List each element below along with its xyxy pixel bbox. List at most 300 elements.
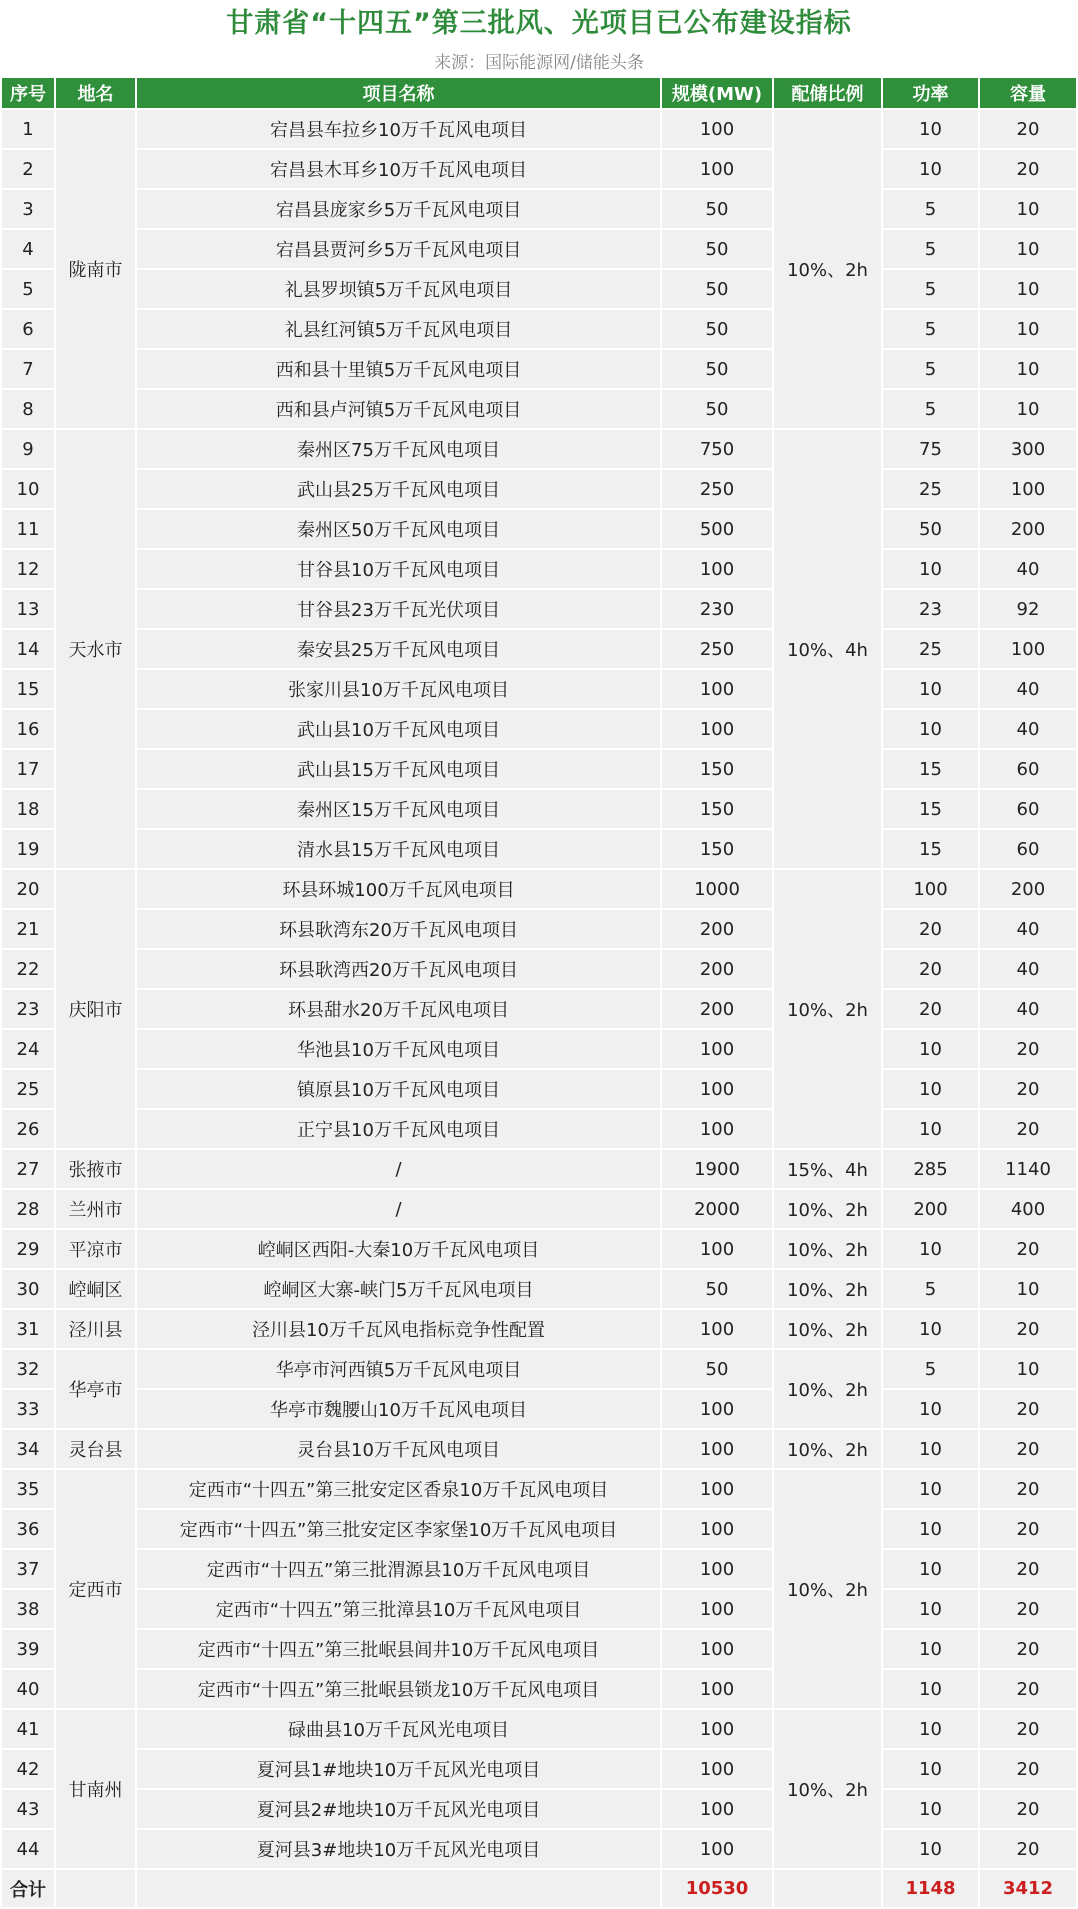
project-name-cell: 张家川县10万千瓦风电项目 — [137, 670, 660, 710]
capacity-cell: 60 — [980, 790, 1076, 830]
capacity-cell: 40 — [980, 710, 1076, 750]
power-cell: 5 — [883, 190, 978, 230]
header-scale: 规模(MW) — [662, 78, 772, 110]
row-number: 40 — [2, 1670, 54, 1710]
page-title: 甘肃省“十四五”第三批风、光项目已公布建设指标 — [226, 8, 852, 39]
power-cell: 10 — [883, 1590, 978, 1630]
scale-cell: 100 — [662, 1030, 772, 1070]
power-cell: 200 — [883, 1190, 978, 1230]
capacity-cell: 300 — [980, 430, 1076, 470]
scale-cell: 100 — [662, 1230, 772, 1270]
table-row — [2, 350, 1076, 390]
scale-cell: 100 — [662, 1070, 772, 1110]
table-row — [2, 1110, 1076, 1150]
project-name-cell: 武山县15万千瓦风电项目 — [137, 750, 660, 790]
scale-cell: 150 — [662, 830, 772, 870]
scale-cell: 100 — [662, 1750, 772, 1790]
table-row — [2, 1590, 1076, 1630]
project-name-cell: 礼县罗坝镇5万千瓦风电项目 — [137, 270, 660, 310]
storage-ratio-cell: 10%、2h — [774, 1190, 881, 1230]
capacity-cell: 20 — [980, 1070, 1076, 1110]
scale-cell: 50 — [662, 350, 772, 390]
scale-cell: 150 — [662, 750, 772, 790]
header-power: 功率 — [883, 78, 978, 110]
total-name-empty — [137, 1870, 660, 1909]
table-row — [2, 790, 1076, 830]
capacity-cell: 60 — [980, 830, 1076, 870]
power-cell: 10 — [883, 1710, 978, 1750]
scale-cell: 100 — [662, 1790, 772, 1830]
scale-cell: 100 — [662, 1590, 772, 1630]
row-number: 10 — [2, 470, 54, 510]
capacity-cell: 10 — [980, 230, 1076, 270]
project-name-cell: 环县环城100万千瓦风电项目 — [137, 870, 660, 910]
project-name-cell: 定西市“十四五”第三批岷县闾井10万千瓦风电项目 — [137, 1630, 660, 1670]
power-cell: 10 — [883, 1030, 978, 1070]
row-number: 1 — [2, 110, 54, 150]
table-row — [2, 470, 1076, 510]
scale-cell: 230 — [662, 590, 772, 630]
power-cell: 10 — [883, 110, 978, 150]
capacity-cell: 200 — [980, 510, 1076, 550]
power-cell: 20 — [883, 950, 978, 990]
scale-cell: 2000 — [662, 1190, 772, 1230]
storage-ratio-cell: 10%、2h — [774, 870, 881, 1150]
row-number: 17 — [2, 750, 54, 790]
power-cell: 10 — [883, 1230, 978, 1270]
power-cell: 25 — [883, 470, 978, 510]
project-name-cell: 崆峒区大寨-峡门5万千瓦风电项目 — [137, 1270, 660, 1310]
table-row — [2, 1470, 1076, 1510]
capacity-cell: 20 — [980, 1670, 1076, 1710]
project-name-cell: 秦安县25万千瓦风电项目 — [137, 630, 660, 670]
power-cell: 10 — [883, 1390, 978, 1430]
scale-cell: 100 — [662, 1110, 772, 1150]
row-number: 4 — [2, 230, 54, 270]
place-cell: 华亭市 — [56, 1350, 135, 1430]
capacity-cell: 400 — [980, 1190, 1076, 1230]
table-row — [2, 910, 1076, 950]
project-name-cell: 定西市“十四五”第三批安定区李家堡10万千瓦风电项目 — [137, 1510, 660, 1550]
power-cell: 10 — [883, 1750, 978, 1790]
power-cell: 5 — [883, 270, 978, 310]
place-cell: 庆阳市 — [56, 870, 135, 1150]
project-name-cell: 定西市“十四五”第三批渭源县10万千瓦风电项目 — [137, 1550, 660, 1590]
row-number: 43 — [2, 1790, 54, 1830]
project-name-cell: 清水县15万千瓦风电项目 — [137, 830, 660, 870]
row-number: 12 — [2, 550, 54, 590]
table-row — [2, 1430, 1076, 1470]
row-number: 5 — [2, 270, 54, 310]
row-number: 15 — [2, 670, 54, 710]
table-row — [2, 1830, 1076, 1870]
table-row — [2, 1070, 1076, 1110]
scale-cell: 250 — [662, 470, 772, 510]
capacity-cell: 10 — [980, 270, 1076, 310]
header-no: 序号 — [2, 78, 54, 110]
table-row — [2, 1550, 1076, 1590]
power-cell: 10 — [883, 1070, 978, 1110]
scale-cell: 200 — [662, 950, 772, 990]
project-name-cell: 环县甜水20万千瓦风电项目 — [137, 990, 660, 1030]
table-body — [2, 110, 1076, 1870]
table-row — [2, 1790, 1076, 1830]
row-number: 2 — [2, 150, 54, 190]
capacity-cell: 10 — [980, 350, 1076, 390]
project-name-cell: 定西市“十四五”第三批岷县锁龙10万千瓦风电项目 — [137, 1670, 660, 1710]
capacity-cell: 20 — [980, 1790, 1076, 1830]
row-number: 30 — [2, 1270, 54, 1310]
scale-cell: 100 — [662, 1470, 772, 1510]
table-row — [2, 1150, 1076, 1190]
capacity-cell: 20 — [980, 1230, 1076, 1270]
total-row — [2, 1870, 1076, 1909]
capacity-cell: 20 — [980, 1470, 1076, 1510]
place-cell: 崆峒区 — [56, 1270, 135, 1310]
table-row — [2, 150, 1076, 190]
row-number: 41 — [2, 1710, 54, 1750]
table-row — [2, 870, 1076, 910]
project-table — [0, 78, 1078, 1909]
capacity-cell: 20 — [980, 1110, 1076, 1150]
table-row — [2, 270, 1076, 310]
row-number: 36 — [2, 1510, 54, 1550]
source-caption: 来源：国际能源网/储能头条 — [434, 53, 644, 73]
row-number: 35 — [2, 1470, 54, 1510]
capacity-cell: 40 — [980, 910, 1076, 950]
power-cell: 10 — [883, 1790, 978, 1830]
capacity-cell: 20 — [980, 1590, 1076, 1630]
scale-cell: 100 — [662, 1710, 772, 1750]
power-cell: 10 — [883, 1550, 978, 1590]
project-name-cell: 华亭市河西镇5万千瓦风电项目 — [137, 1350, 660, 1390]
power-cell: 10 — [883, 1470, 978, 1510]
header-storage-ratio: 配储比例 — [774, 78, 881, 110]
capacity-cell: 100 — [980, 470, 1076, 510]
scale-cell: 100 — [662, 1550, 772, 1590]
power-cell: 23 — [883, 590, 978, 630]
row-number: 22 — [2, 950, 54, 990]
project-name-cell: 灵台县10万千瓦风电项目 — [137, 1430, 660, 1470]
power-cell: 15 — [883, 790, 978, 830]
power-cell: 10 — [883, 1430, 978, 1470]
row-number: 21 — [2, 910, 54, 950]
row-number: 26 — [2, 1110, 54, 1150]
place-cell: 定西市 — [56, 1470, 135, 1710]
row-number: 42 — [2, 1750, 54, 1790]
row-number: 7 — [2, 350, 54, 390]
total-scale: 10530 — [662, 1870, 772, 1909]
capacity-cell: 20 — [980, 1310, 1076, 1350]
capacity-cell: 20 — [980, 1430, 1076, 1470]
storage-ratio-cell: 10%、2h — [774, 1470, 881, 1710]
power-cell: 25 — [883, 630, 978, 670]
capacity-cell: 40 — [980, 950, 1076, 990]
row-number: 14 — [2, 630, 54, 670]
power-cell: 100 — [883, 870, 978, 910]
table-row — [2, 990, 1076, 1030]
header-row — [2, 78, 1076, 110]
capacity-cell: 10 — [980, 190, 1076, 230]
table-row — [2, 1190, 1076, 1230]
project-name-cell: 西和县十里镇5万千瓦风电项目 — [137, 350, 660, 390]
row-number: 13 — [2, 590, 54, 630]
scale-cell: 100 — [662, 710, 772, 750]
power-cell: 10 — [883, 1310, 978, 1350]
capacity-cell: 40 — [980, 550, 1076, 590]
capacity-cell: 1140 — [980, 1150, 1076, 1190]
table-row — [2, 950, 1076, 990]
row-number: 39 — [2, 1630, 54, 1670]
power-cell: 20 — [883, 990, 978, 1030]
scale-cell: 750 — [662, 430, 772, 470]
capacity-cell: 10 — [980, 390, 1076, 430]
table-row — [2, 510, 1076, 550]
table-row — [2, 1750, 1076, 1790]
total-place-empty — [56, 1870, 135, 1909]
capacity-cell: 10 — [980, 1350, 1076, 1390]
capacity-cell: 20 — [980, 1390, 1076, 1430]
power-cell: 5 — [883, 230, 978, 270]
table-row — [2, 1630, 1076, 1670]
table-row — [2, 230, 1076, 270]
power-cell: 10 — [883, 670, 978, 710]
power-cell: 10 — [883, 150, 978, 190]
place-cell: 张掖市 — [56, 1150, 135, 1190]
power-cell: 5 — [883, 1350, 978, 1390]
table-row — [2, 1230, 1076, 1270]
row-number: 6 — [2, 310, 54, 350]
place-cell: 平凉市 — [56, 1230, 135, 1270]
row-number: 38 — [2, 1590, 54, 1630]
scale-cell: 50 — [662, 230, 772, 270]
power-cell: 50 — [883, 510, 978, 550]
capacity-cell: 20 — [980, 1510, 1076, 1550]
row-number: 34 — [2, 1430, 54, 1470]
storage-ratio-cell: 10%、4h — [774, 430, 881, 870]
project-name-cell: 宕昌县木耳乡10万千瓦风电项目 — [137, 150, 660, 190]
row-number: 3 — [2, 190, 54, 230]
power-cell: 5 — [883, 1270, 978, 1310]
scale-cell: 500 — [662, 510, 772, 550]
capacity-cell: 20 — [980, 1630, 1076, 1670]
capacity-cell: 20 — [980, 1030, 1076, 1070]
capacity-cell: 10 — [980, 310, 1076, 350]
row-number: 20 — [2, 870, 54, 910]
project-name-cell: 西和县卢河镇5万千瓦风电项目 — [137, 390, 660, 430]
capacity-cell: 60 — [980, 750, 1076, 790]
power-cell: 20 — [883, 910, 978, 950]
place-cell: 天水市 — [56, 430, 135, 870]
total-label: 合计 — [2, 1870, 54, 1909]
scale-cell: 100 — [662, 550, 772, 590]
header-place: 地名 — [56, 78, 135, 110]
project-name-cell: 宕昌县庞家乡5万千瓦风电项目 — [137, 190, 660, 230]
table-row — [2, 1670, 1076, 1710]
row-number: 31 — [2, 1310, 54, 1350]
capacity-cell: 10 — [980, 1270, 1076, 1310]
power-cell: 10 — [883, 1630, 978, 1670]
table-row — [2, 190, 1076, 230]
power-cell: 5 — [883, 350, 978, 390]
table-row — [2, 1270, 1076, 1310]
capacity-cell: 200 — [980, 870, 1076, 910]
table-row — [2, 550, 1076, 590]
project-name-cell: 华亭市魏腰山10万千瓦风电项目 — [137, 1390, 660, 1430]
table-row — [2, 670, 1076, 710]
scale-cell: 200 — [662, 990, 772, 1030]
table-row — [2, 1350, 1076, 1390]
power-cell: 10 — [883, 1110, 978, 1150]
header-project-name: 项目名称 — [137, 78, 660, 110]
scale-cell: 50 — [662, 1350, 772, 1390]
total-ratio-empty — [774, 1870, 881, 1909]
power-cell: 10 — [883, 710, 978, 750]
project-name-cell: 定西市“十四五”第三批漳县10万千瓦风电项目 — [137, 1590, 660, 1630]
power-cell: 10 — [883, 1510, 978, 1550]
header-capacity: 容量 — [980, 78, 1076, 110]
power-cell: 15 — [883, 830, 978, 870]
row-number: 33 — [2, 1390, 54, 1430]
project-name-cell: 武山县25万千瓦风电项目 — [137, 470, 660, 510]
capacity-cell: 40 — [980, 670, 1076, 710]
scale-cell: 100 — [662, 1510, 772, 1550]
table-row — [2, 1030, 1076, 1070]
scale-cell: 1900 — [662, 1150, 772, 1190]
power-cell: 285 — [883, 1150, 978, 1190]
place-cell: 灵台县 — [56, 1430, 135, 1470]
storage-ratio-cell: 10%、2h — [774, 1430, 881, 1470]
place-cell: 泾川县 — [56, 1310, 135, 1350]
power-cell: 15 — [883, 750, 978, 790]
table-row — [2, 710, 1076, 750]
storage-ratio-cell: 10%、2h — [774, 1270, 881, 1310]
row-number: 27 — [2, 1150, 54, 1190]
project-name-cell: 崆峒区西阳-大秦10万千瓦风电项目 — [137, 1230, 660, 1270]
project-name-cell: / — [137, 1190, 660, 1230]
scale-cell: 100 — [662, 670, 772, 710]
scale-cell: 50 — [662, 310, 772, 350]
row-number: 28 — [2, 1190, 54, 1230]
power-cell: 75 — [883, 430, 978, 470]
table-row — [2, 430, 1076, 470]
capacity-cell: 20 — [980, 150, 1076, 190]
table-row — [2, 1510, 1076, 1550]
table-row — [2, 830, 1076, 870]
scale-cell: 100 — [662, 110, 772, 150]
row-number: 16 — [2, 710, 54, 750]
project-name-cell: / — [137, 1150, 660, 1190]
place-cell: 甘南州 — [56, 1710, 135, 1870]
row-number: 9 — [2, 430, 54, 470]
place-cell: 兰州市 — [56, 1190, 135, 1230]
row-number: 24 — [2, 1030, 54, 1070]
scale-cell: 100 — [662, 1630, 772, 1670]
total-power: 1148 — [883, 1870, 978, 1909]
place-cell: 陇南市 — [56, 110, 135, 430]
scale-cell: 50 — [662, 190, 772, 230]
storage-ratio-cell: 10%、2h — [774, 110, 881, 430]
project-name-cell: 定西市“十四五”第三批安定区香泉10万千瓦风电项目 — [137, 1470, 660, 1510]
scale-cell: 100 — [662, 1310, 772, 1350]
scale-cell: 50 — [662, 1270, 772, 1310]
project-name-cell: 武山县10万千瓦风电项目 — [137, 710, 660, 750]
table-row — [2, 1310, 1076, 1350]
project-name-cell: 环县耿湾西20万千瓦风电项目 — [137, 950, 660, 990]
table-row — [2, 1390, 1076, 1430]
row-number: 18 — [2, 790, 54, 830]
project-name-cell: 宕昌县贾河乡5万千瓦风电项目 — [137, 230, 660, 270]
project-name-cell: 环县耿湾东20万千瓦风电项目 — [137, 910, 660, 950]
table-row — [2, 750, 1076, 790]
row-number: 11 — [2, 510, 54, 550]
project-name-cell: 夏河县2#地块10万千瓦风光电项目 — [137, 1790, 660, 1830]
power-cell: 10 — [883, 1670, 978, 1710]
project-name-cell: 碌曲县10万千瓦风光电项目 — [137, 1710, 660, 1750]
project-name-cell: 甘谷县10万千瓦风电项目 — [137, 550, 660, 590]
project-name-cell: 秦州区75万千瓦风电项目 — [137, 430, 660, 470]
row-number: 23 — [2, 990, 54, 1030]
row-number: 19 — [2, 830, 54, 870]
capacity-cell: 20 — [980, 1830, 1076, 1870]
row-number: 29 — [2, 1230, 54, 1270]
scale-cell: 100 — [662, 1670, 772, 1710]
table-row — [2, 630, 1076, 670]
scale-cell: 200 — [662, 910, 772, 950]
scale-cell: 100 — [662, 1430, 772, 1470]
table-row — [2, 590, 1076, 630]
project-name-cell: 泾川县10万千瓦风电指标竞争性配置 — [137, 1310, 660, 1350]
power-cell: 5 — [883, 310, 978, 350]
row-number: 44 — [2, 1830, 54, 1870]
scale-cell: 100 — [662, 1830, 772, 1870]
capacity-cell: 20 — [980, 1550, 1076, 1590]
capacity-cell: 20 — [980, 110, 1076, 150]
capacity-cell: 40 — [980, 990, 1076, 1030]
capacity-cell: 100 — [980, 630, 1076, 670]
scale-cell: 150 — [662, 790, 772, 830]
row-number: 32 — [2, 1350, 54, 1390]
power-cell: 5 — [883, 390, 978, 430]
row-number: 8 — [2, 390, 54, 430]
project-name-cell: 夏河县3#地块10万千瓦风光电项目 — [137, 1830, 660, 1870]
project-name-cell: 秦州区50万千瓦风电项目 — [137, 510, 660, 550]
scale-cell: 100 — [662, 1390, 772, 1430]
capacity-cell: 20 — [980, 1750, 1076, 1790]
project-name-cell: 礼县红河镇5万千瓦风电项目 — [137, 310, 660, 350]
capacity-cell: 92 — [980, 590, 1076, 630]
scale-cell: 50 — [662, 390, 772, 430]
table-row — [2, 110, 1076, 150]
power-cell: 10 — [883, 1830, 978, 1870]
storage-ratio-cell: 10%、2h — [774, 1310, 881, 1350]
table-row — [2, 1710, 1076, 1750]
table-row — [2, 310, 1076, 350]
project-name-cell: 正宁县10万千瓦风电项目 — [137, 1110, 660, 1150]
project-name-cell: 华池县10万千瓦风电项目 — [137, 1030, 660, 1070]
storage-ratio-cell: 10%、2h — [774, 1230, 881, 1270]
scale-cell: 1000 — [662, 870, 772, 910]
storage-ratio-cell: 10%、2h — [774, 1710, 881, 1870]
project-name-cell: 宕昌县车拉乡10万千瓦风电项目 — [137, 110, 660, 150]
scale-cell: 100 — [662, 150, 772, 190]
scale-cell: 250 — [662, 630, 772, 670]
row-number: 25 — [2, 1070, 54, 1110]
row-number: 37 — [2, 1550, 54, 1590]
storage-ratio-cell: 10%、2h — [774, 1350, 881, 1430]
power-cell: 10 — [883, 550, 978, 590]
storage-ratio-cell: 15%、4h — [774, 1150, 881, 1190]
